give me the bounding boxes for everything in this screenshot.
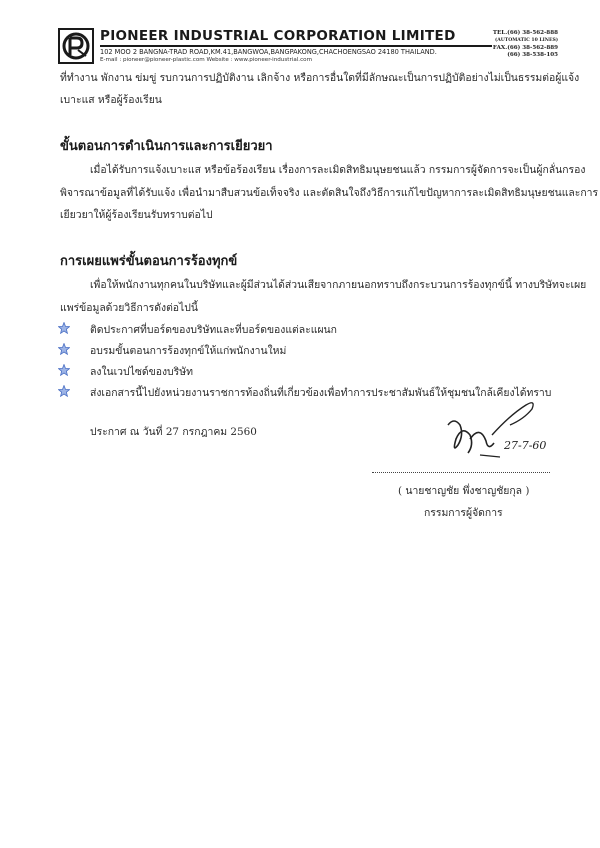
section-1-line-2: พิจารณาข้อมูลที่ได้รับแจ้ง เพื่อนำมาสืบสวนข้อเท็จจริง และตัดสินใจถึงวิธีการแก้ไขปัญหาการละเมิดสิทธิมนุษยชนและการ	[60, 187, 599, 199]
company-web: E-mail : pioneer@pioneer-plastic.com Website : www.pioneer-industrial.com	[100, 57, 313, 63]
section-2-line-2: แพร่ข้อมูลด้วยวิธีการดังต่อไปนี้	[60, 302, 198, 314]
intro-line-2: เบาะแส หรือผู้ร้องเรียน	[60, 94, 162, 106]
bullet-item-3: ลงในเวปไซด์ของบริษัท	[90, 366, 193, 378]
section-2-heading: การเผยแพร่ขั้นตอนการร้องทุกข์	[60, 254, 238, 269]
intro-line-1: ที่ทำงาน พักงาน ข่มขู่ รบกวนการปฏิบัติงาน เลิกจ้าง หรือการอื่นใดที่มีลักษณะเป็นการปฏิบัติอย่างไม่เป็นธรรมต่อผู้แจ้ง	[60, 72, 580, 84]
letterhead-rule	[100, 45, 492, 47]
signer-position: กรรมการผู้จัดการ	[424, 507, 503, 519]
company-address: 102 MOO 2 BANGNA-TRAD ROAD,KM.41,BANGWOA,BANGPAKONG,CHACHOENGSAO 24180 THAILAND.	[100, 48, 437, 56]
announcement-date: ประกาศ ณ วันที่ 27 กรกฎาคม 2560	[90, 426, 257, 438]
bullet-item-4: ส่งเอกสารนี้ไปยังหน่วยงานราชการท้องถิ่นที่เกี่ยวข้องเพื่อทำการประชาสัมพันธ์ให้ชุมชนใกล้เคียงได้ทราบ	[90, 387, 552, 399]
star-bullet-icon	[58, 385, 70, 397]
signature-date: 27-7-60	[504, 439, 547, 452]
section-1-heading: ขั้นตอนการดำเนินการและการเยียวยา	[60, 139, 273, 154]
star-bullet-icon	[58, 343, 70, 355]
tel-line: TEL.(66) 38-562-888	[492, 30, 558, 36]
fax-line-2: (66) 38-538-105	[507, 52, 558, 59]
star-bullet-icon	[58, 322, 70, 334]
letterhead	[58, 26, 558, 66]
contact-block	[478, 30, 558, 60]
section-1-line-3: เยียวยาให้ผู้ร้องเรียนรับทราบต่อไป	[60, 209, 213, 221]
fax-line: FAX.(66) 38-562-889	[492, 44, 558, 51]
bullet-item-2: อบรมขั้นตอนการร้องทุกข์ให้แก่พนักงานใหม่	[90, 345, 287, 357]
signer-name: ( นายชาญชัย พึ่งชาญชัยกุล )	[398, 485, 530, 497]
company-name: PIONEER INDUSTRIAL CORPORATION LIMITED	[100, 28, 456, 44]
tel-note: (AUTOMATIC 10 LINES)	[495, 38, 558, 44]
signature-line	[372, 472, 550, 473]
bullet-item-1: ติดประกาศที่บอร์ดของบริษัทและที่บอร์ดของแต่ละแผนก	[90, 324, 337, 336]
handwritten-signature	[440, 395, 580, 470]
company-logo	[58, 28, 94, 64]
section-2-line-1: เพื่อให้พนักงานทุกคนในบริษัทและผู้มีส่วนได้ส่วนเสียจากภายนอกทราบถึงกระบวนการร้องทุกข์นี้ ทางบริษัทจะเผย	[90, 279, 587, 291]
section-1-line-1: เมื่อได้รับการแจ้งเบาะแส หรือข้อร้องเรียน เรื่องการละเมิดสิทธิมนุษยชนแล้ว กรรมการผู้จัดการจะเป็นผู้กลั่นกรอง	[90, 164, 586, 176]
star-bullet-icon	[58, 364, 70, 376]
